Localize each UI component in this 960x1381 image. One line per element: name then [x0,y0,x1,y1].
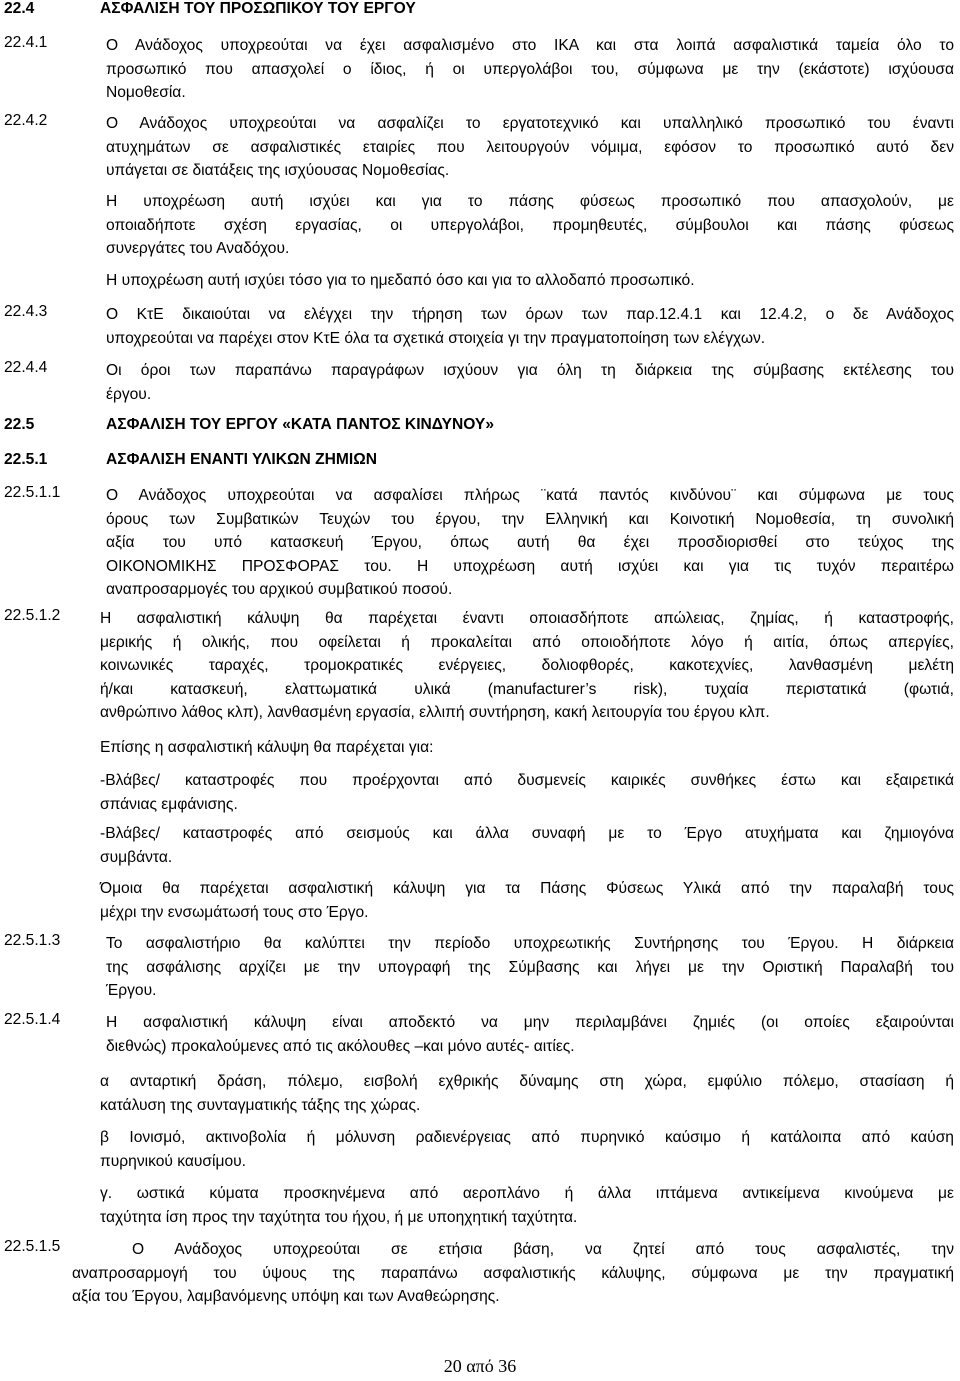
text-line: -Βλάβες/ καταστροφές από σεισμούς και άλλα συναφή με το Έργο ατυχήματα και ζημιογόνα [100,825,954,842]
clause-22-5-1-5 [72,1238,954,1309]
text-line: Η υποχρέωση αυτή ισχύει και για το πάσης φύσεως προσωπικό που απασχολούν, με [106,193,954,210]
text-line: οποιαδήποτε σχέση εργασίας, οι υπεργολάβοι, προμηθευτές, σύμβουλοι και πάσης φύσεως [106,216,954,234]
text-line: κοινωνικές ταραχές, τρομοκρατικές ενέργειες, δολιοφθορές, κακοτεχνίες, λανθασμένη μελέτη [100,657,954,674]
paragraph [100,1126,954,1173]
text-line: αξία του υπό κατασκευή Έργου, όπως αυτή θα έχει προσδιορισθεί στο τεύχος της [106,534,954,551]
text-line: Όμοια θα παρέχεται ασφαλιστική κάλυψη για τα Πάσης Φύσεως Υλικά από την παραλαβή τους [100,880,954,897]
paragraph [100,822,954,869]
section-number: 22.4 [4,0,35,17]
text-line: έργου. [106,385,152,403]
text-line: Νομοθεσία. [106,84,186,101]
text-line: Ο Ανάδοχος υποχρεούται να έχει ασφαλισμένο στο ΙΚΑ και στα λοιπά ασφαλιστικά ταμεία όλο το [106,37,954,54]
paragraph [100,736,954,760]
text-line: προσωπικό που απασχολεί ο ίδιος, ή οι υπεργολάβοι του, σύμφωνα με την (εκάστοτε) ισχύουσα [106,60,954,78]
text-line: -Βλάβες/ καταστροφές που προέρχονται από δυσμενείς καιρικές συνθήκες έστω και εξαιρετικά [100,772,954,789]
text-line: β Ιονισμό, ακτινοβολία ή μόλυνση ραδιενέργειας από πυρηνικό καύσιμο ή κατάλοιπα από καύση [100,1129,954,1146]
text-line: μερικής ή ολικής, που οφείλεται ή προκαλείται από οποιοδήποτε λόγο ή αιτία, όπως απεργίες, [100,633,954,651]
text-line: α ανταρτική δράση, πόλεμο, εισβολή εχθρικής δύναμης στη χώρα, εμφύλιο πόλεμο, στασίαση ή [100,1073,954,1090]
text-line: Το ασφαλιστήριο θα καλύπτει την περίοδο υποχρεωτικής Συντήρησης του Έργου. Η διάρκεια [106,935,954,952]
text-line: αναπροσαρμογή του ύψους της παραπάνω ασφαλιστικής κάλυψης, σύμφωνα με την πραγματική [72,1264,954,1282]
text-line: ανθρώπινο λάθος κλπ), λανθασμένη εργασία, ελλιπή συντήρηση, κακή λειτουργία του έργου κλπ. [100,704,770,721]
page-number: 20 από 36 [443,1356,517,1376]
text-line: ή/και κατασκευή, ελαττωματικά υλικά (manufacturer’s risk), τυχαία περιστατικά (φωτιά, [100,680,954,698]
paragraph [100,769,954,816]
paragraph [106,190,954,261]
text-line: ΟΙΚΟΝΟΜΙΚΗΣ ΠΡΟΣΦΟΡΑΣ του. Η υποχρέωση αυτή ισχύει και για τις τυχόν περαιτέρω [106,557,954,575]
section-heading: ΑΣΦΑΛΙΣΗ ΤΟΥ ΠΡΟΣΩΠΙΚΟΥ ΤΟΥ ΕΡΓΟΥ [100,0,416,17]
text-line: Η υποχρέωση αυτή ισχύει τόσο για το ημεδαπό όσο και για το αλλοδαπό προσωπικό. [106,272,695,289]
text-line: ατυχημάτων σε ασφαλιστικές εταιρίες που λειτουργούν νόμιμα, εφόσον το προσωπικό αυτό δεν [106,138,954,156]
text-line: Ο Ανάδοχος υποχρεούται να ασφαλίσει πλήρως ¨κατά παντός κινδύνου¨ και σύμφωνα με τους [106,487,954,504]
text-line: γ. ωστικά κύματα προσκηνέμενα από αεροπλάνο ή άλλα ιπτάμενα αντικείμενα κινούμενα με [100,1185,954,1202]
text-line: σπάνιας εμφάνισης. [100,795,238,813]
text-line: Οι όροι των παραπάνω παραγράφων ισχύουν για όλη τη διάρκεια της σύμβασης εκτέλεσης του [106,362,954,379]
text-line: Η ασφαλιστική κάλυψη θα παρέχεται έναντι οποιασδήποτε απώλειας, ζημίας, ή καταστροφής, [100,610,954,627]
text-line: συμβάντα. [100,848,173,866]
text-line: πυρηνικού καυσίμου. [100,1152,246,1170]
clause-number: 22.5.1.5 [4,1238,61,1255]
text-line: συνεργάτες του Αναδόχου. [106,240,290,257]
clause-number: 22.5.1.4 [4,1011,61,1028]
text-line: υποχρεούται να παρέχει στον ΚτΕ όλα τα σχετικά στοιχεία γι την πραγματοποίηση των ελέγχων. [106,329,766,347]
text-line: Ο Ανάδοχος υποχρεούται σε ετήσια βάση, να ζητεί από τους ασφαλιστές, την [132,1241,954,1258]
text-line: υπάγεται σε διατάξεις της ισχύουσας Νομοθεσίας. [106,162,450,179]
clause-number: 22.4.1 [4,34,48,51]
clause-number: 22.4.4 [4,359,48,376]
paragraph [100,877,954,924]
paragraph [100,1070,954,1117]
section-number: 22.5.1 [4,451,48,468]
clause-number: 22.5.1.2 [4,607,61,624]
text-line: όρους των Συμβατικών Τευχών του έργου, την Ελληνική και Κοινοτική Νομοθεσία, τη συνολική [106,510,954,528]
text-line: Ο Ανάδοχος υποχρεούται να ασφαλίζει το εργατοτεχνικό και υπαλληλικό προσωπικό του έναντι [106,115,954,132]
clause-number: 22.4.2 [4,112,48,129]
clause-22-5-1-3 [106,932,954,1003]
clause-22-4-1 [106,34,954,105]
clause-22-5-1-1 [106,484,954,602]
clause-22-5-1-2 [100,607,954,725]
text-line: μέχρι την ενσωμάτωσή τους στο Έργο. [100,903,369,921]
clause-number: 22.4.3 [4,303,48,320]
clause-22-5-1-4 [106,1011,954,1058]
text-line: ταχύτητα ίση προς την ταχύτητα του ήχου, ή με υποηχητική ταχύτητα. [100,1208,578,1226]
text-line: Ο ΚτΕ δικαιούται να ελέγχει την τήρηση των όρων των παρ.12.4.1 και 12.4.2, ο δε Ανάδοχος [106,306,954,323]
text-line: αναπροσαρμογές του αρχικού συμβατικού ποσού. [106,581,453,598]
text-line: διεθνώς) προκαλούμενες από τις ακόλουθες –και μόνο αυτές- αιτίες. [106,1037,575,1055]
clause-22-4-2 [106,112,954,183]
clause-22-4-4 [106,359,954,406]
clause-number: 22.5.1.1 [4,484,61,501]
section-number: 22.5 [4,416,35,433]
clause-22-4-3 [106,303,954,350]
paragraph [106,269,954,293]
text-line: της ασφάλισης αρχίζει με την υπογραφή της Σύμβασης και λήγει με την Οριστική Παραλαβή του [106,958,954,976]
text-line: Έργου. [106,982,157,999]
section-heading: ΑΣΦΑΛΙΣΗ ΕΝΑΝΤΙ ΥΛΙΚΩΝ ΖΗΜΙΩΝ [106,451,377,468]
paragraph [100,1182,954,1229]
clause-number: 22.5.1.3 [4,932,61,949]
text-line: κατάλυση της συνταγματικής τάξης της χώρας. [100,1096,421,1114]
text-line: Η ασφαλιστική κάλυψη είναι αποδεκτό να μην περιλαμβάνει ζημιές (οι οποίες εξαιρούνται [106,1014,954,1031]
text-line: Επίσης η ασφαλιστική κάλυψη θα παρέχεται για: [100,739,434,756]
text-line: αξία του Έργου, λαμβανόμενης υπόψη και των Αναθεώρησης. [72,1288,500,1305]
section-heading: ΑΣΦΑΛΙΣΗ ΤΟΥ ΕΡΓΟΥ «ΚΑΤΑ ΠΑΝΤΟΣ ΚΙΝΔΥΝΟΥ» [106,416,495,433]
